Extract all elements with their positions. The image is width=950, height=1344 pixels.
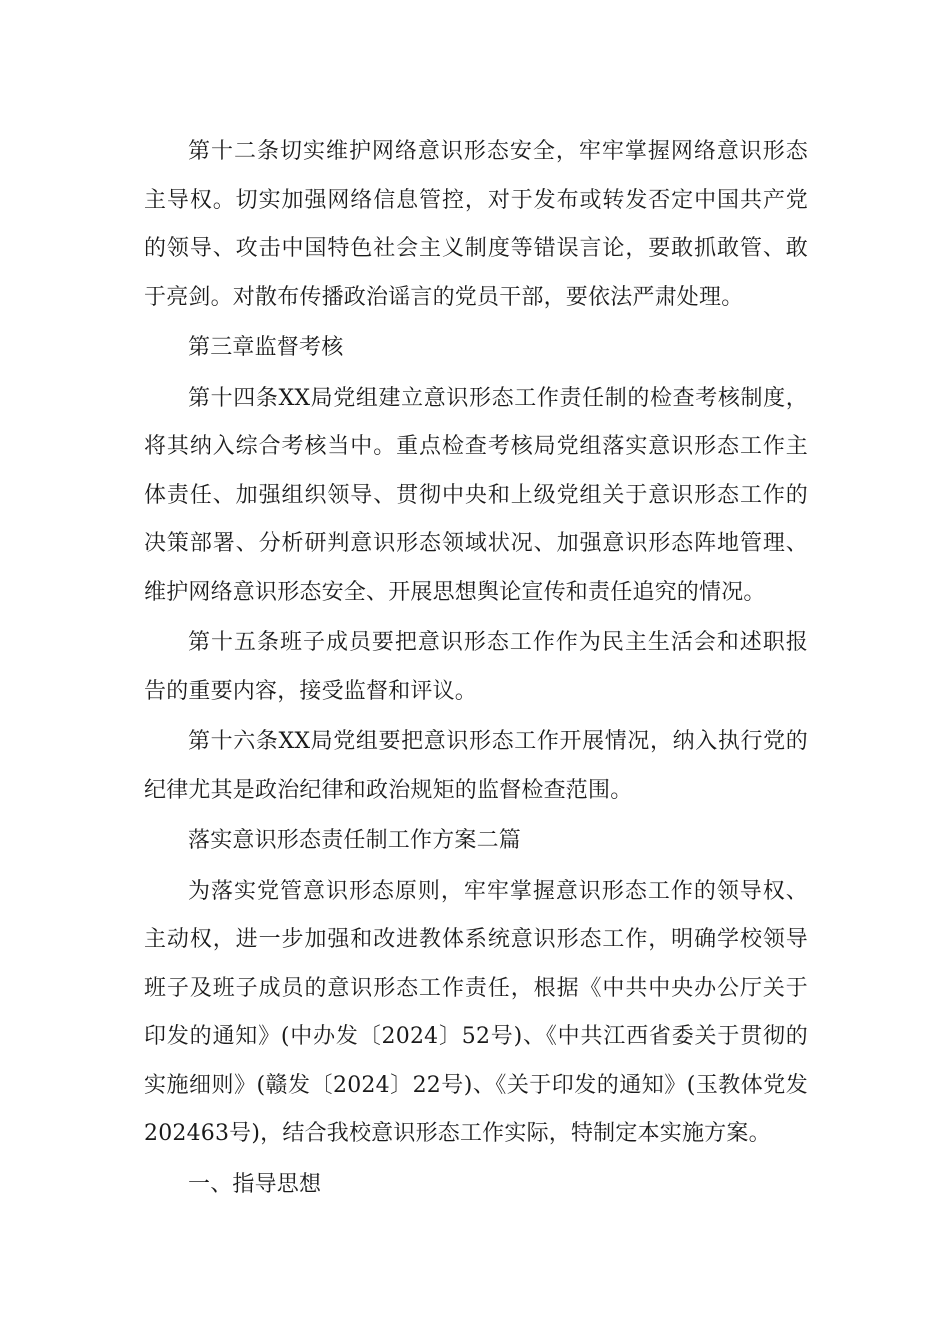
intro-paragraph: 为落实党管意识形态原则，牢牢掌握意识形态工作的领导权、主动权，进一步加强和改进教体系统意识形态工作，明确学校领导班子及班子成员的意识形态工作责任，根据《中共中央办公厅关于印发的通知》(中办发〔2024〕52号)、《中共江西省委关于贯彻的实施细则》(赣发〔2024〕22号)、《关于印发的通知》(玉教体党发202463号)，结合我校意识形态工作实际，特制定本实施方案。 [144,878,808,1146]
section-title-heading: 落实意识形态责任制工作方案二篇 [188,828,522,853]
article-15-paragraph: 第十五条班子成员要把意识形态工作作为民主生活会和述职报告的重要内容，接受监督和评议。 [144,630,808,704]
chapter-3-heading: 第三章监督考核 [188,335,344,360]
article-14-paragraph: 第十四条XX局党组建立意识形态工作责任制的检查考核制度，将其纳入综合考核当中。重点检查考核局党组落实意识形态工作主体责任、加强组织领导、贯彻中央和上级党组关于意识形态工作的决策部署、分析研判意识形态领域状况、加强意识形态阵地管理、维护网络意识形态安全、开展思想舆论宣传和责任追究的情况。 [144,385,808,605]
document-body [144,128,808,1211]
guiding-thought-heading: 一、指导思想 [188,1171,322,1197]
article-16-paragraph: 第十六条XX局党组要把意识形态工作开展情况，纳入执行党的纪律尤其是政治纪律和政治规矩的监督检查范围。 [144,729,808,803]
article-12-paragraph: 第十二条切实维护网络意识形态安全，牢牢掌握网络意识形态主导权。切实加强网络信息管控，对于发布或转发否定中国共产党的领导、攻击中国特色社会主义制度等错误言论，要敢抓敢管、敢于亮剑。对散布传播政治谣言的党员干部，要依法严肃处理。 [144,139,808,310]
